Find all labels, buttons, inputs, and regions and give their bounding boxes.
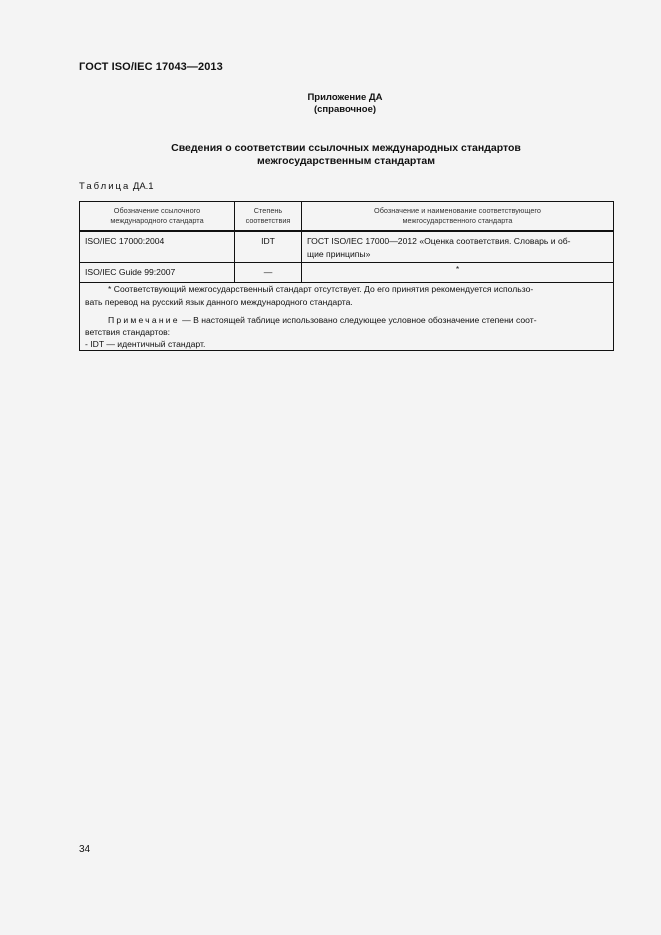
table-caption-label: Таблица (79, 181, 131, 192)
correspondence-table (79, 201, 614, 351)
table-notes-row (80, 282, 614, 350)
note-label: Примечание (108, 314, 180, 325)
section-title (0, 142, 661, 168)
cell-reference-standard: ISO/IEC Guide 99:2007 (80, 262, 235, 282)
note-line-3: - IDT — идентичный стандарт. (85, 338, 206, 349)
cell-degree: — (235, 262, 302, 282)
cell-national-standard: * (302, 262, 614, 282)
table-caption (79, 181, 154, 192)
annex-title: Приложение ДА (307, 92, 383, 103)
cell-reference-standard: ISO/IEC 17000:2004 (80, 231, 235, 262)
table-row (80, 262, 614, 282)
cell-national-standard: ГОСТ ISO/IEC 17000—2012 «Оценка соответствия. Словарь и об- щие принципы» (302, 231, 614, 262)
table-note: Примечание — В настоящей таблице использовано следующее условное обозначение степени соот- (108, 314, 537, 325)
table-header-row (80, 202, 614, 232)
note-line-2: ветствия стандартов: (85, 326, 171, 337)
cell-degree: IDT (235, 231, 302, 262)
table-notes-cell (80, 282, 614, 350)
column-header-degree: Степень соответствия (235, 202, 302, 232)
table-row (80, 231, 614, 262)
annex-heading (0, 92, 661, 116)
section-title-line1: Сведения о соответствии ссылочных международных стандартов (171, 142, 521, 154)
document-header: ГОСТ ISO/IEC 17043—2013 (79, 61, 223, 73)
section-title-line2: межгосударственным стандартам (257, 155, 435, 167)
column-header-national-standard: Обозначение и наименование соответствующего межгосударственного стандарта (302, 202, 614, 232)
column-header-reference-standard: Обозначение ссылочного международного стандарта (80, 202, 235, 232)
table-caption-number: ДА.1 (132, 181, 154, 192)
annex-type: (справочное) (313, 104, 377, 115)
page-number: 34 (79, 844, 91, 855)
table-footnote: * Соответствующий межгосударственный стандарт отсутствует. До его принятия рекомендуется использо- вать перевод на русский язык данного международного стандарта. (85, 283, 534, 307)
